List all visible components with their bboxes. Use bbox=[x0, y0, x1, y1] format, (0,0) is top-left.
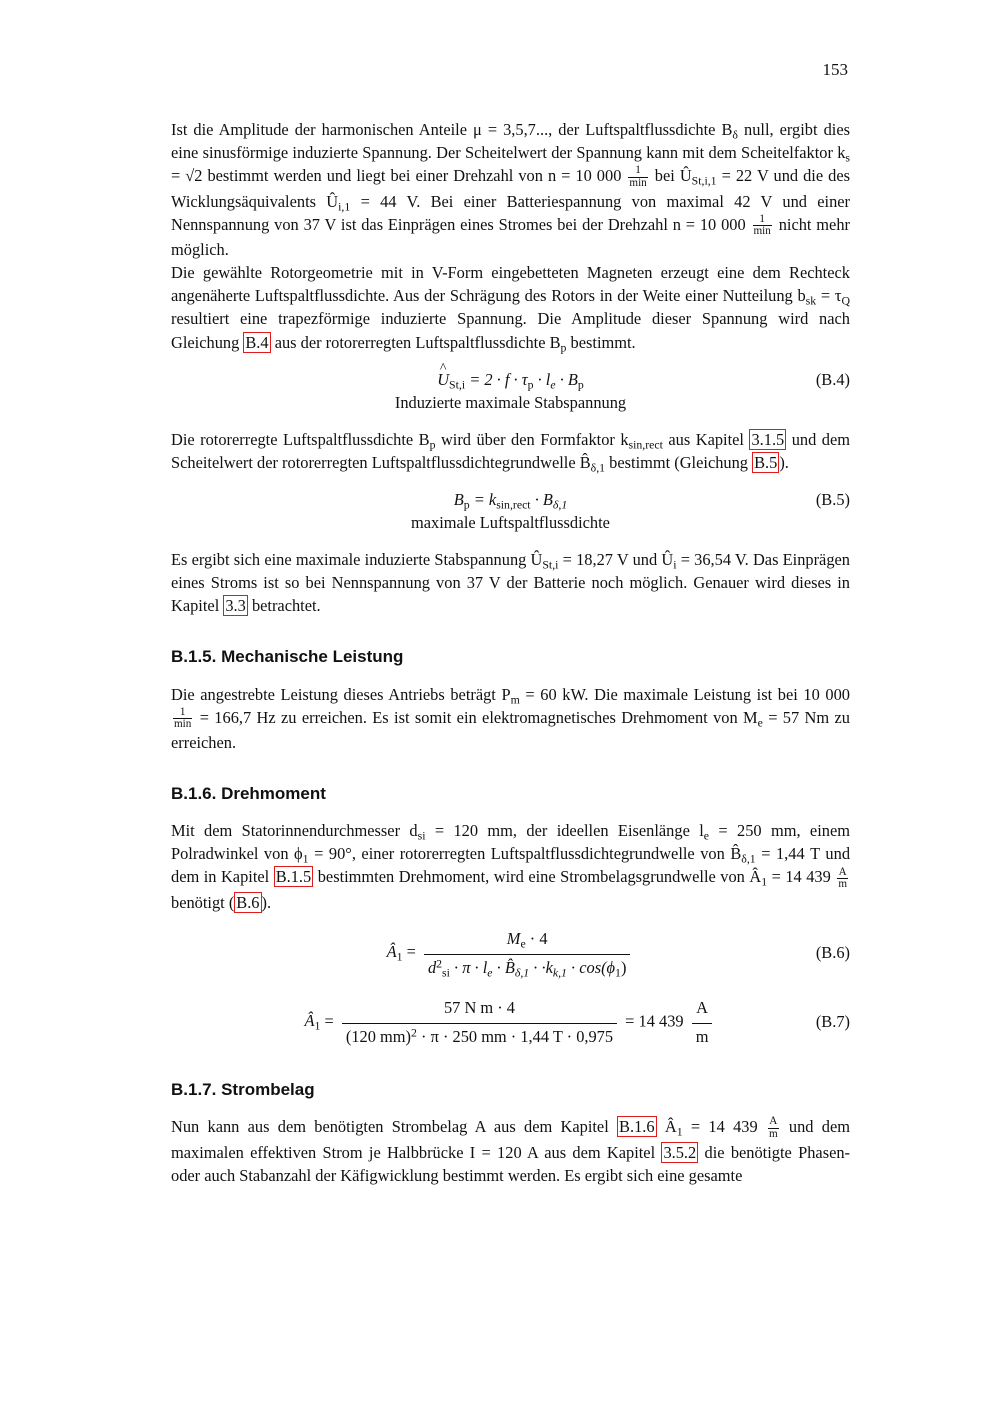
equation-b6: $Â_1$ = $\frac{M_e \cdot 4}{d^2_{si} \cdot \pi \cdot l_e \cdot B̂_{\delta,1} \cdot \cdot k_{k,1} \cdot \cos(\phi_1)}$ (B.6) bbox=[171, 926, 850, 981]
equation-caption: Induzierte maximale Stabspannung bbox=[394, 392, 627, 412]
equation-caption: maximale Luftspaltflussdichte bbox=[411, 513, 610, 533]
page-number: 153 bbox=[822, 60, 848, 79]
ref-link-b4[interactable]: B.4 bbox=[245, 332, 269, 352]
equation-label: (B.7) bbox=[815, 1012, 850, 1031]
equation-label: (B.5) bbox=[815, 490, 850, 509]
equation-b7-fraction: $\frac{\text{57 N m · 4}}{(120 mm)^2 \cdot \pi \cdot 250 mm \cdot 1,44 T \cdot 0,975}$ bbox=[342, 995, 617, 1050]
fraction-per-min: $\frac{1}{\min}$ bbox=[753, 212, 771, 238]
fraction-per-min: $\frac{1}{\min}$ bbox=[629, 164, 647, 189]
ref-link-b6[interactable]: B.6 bbox=[236, 892, 260, 912]
ref-link-b5[interactable]: B.5 bbox=[754, 452, 778, 472]
section-heading-b16: B.1.6. Drehmoment bbox=[171, 784, 326, 804]
equation-b5: $B_p = k_{sin,rect} \cdot B_{\delta,1}$ (B.5) maximale Luftspaltflussdichte bbox=[171, 488, 850, 534]
section-heading-b17: B.1.7. Strombelag bbox=[171, 1080, 315, 1099]
section-heading-b15: B.1.5. Mechanische Leistung bbox=[171, 647, 404, 667]
paragraph-harmonics: Ist die Amplitude der harmonischen Anteile μ = 3,5,7..., der Luftspaltflussdichte $B_\delta$ null, ergibt dies eine sinusförmige induzierte Spannung. Der Scheitelwert der Spannung kann mit dem Scheitelfaktor $k_s = √2$ bestimmt werden und liegt bei einer Drehzahl von n = 10 000 $\frac{1}{\min}$ bei $Û_{St,i,1} = 22$ V und die des Wicklungsäquivalents $Û_{i,1} = 44$ V. Bei einer Batteriespannung von maximal 42 V und einer Nennspannung von 37 V ist das Einprägen eines Stromes bei der Drehzahl n = 10 000 $\frac{1}{\min}$ nicht mehr möglich. bbox=[171, 120, 851, 260]
ref-link-b-1-5[interactable]: B.1.5 bbox=[275, 867, 312, 887]
equation-label: (B.4) bbox=[815, 369, 850, 389]
ref-link-3-1-5[interactable]: 3.1.5 bbox=[751, 429, 785, 449]
equation-b7-unit: $\frac{A}{m}$ bbox=[692, 995, 713, 1050]
equation-b7: $Â_1$ = $\frac{\text{57 N m · 4}}{(120 mm)^2 \cdot \pi \cdot 250 mm \cdot 1,44 T \cdot 0,975}$ = 14 439 $\frac{A}{m}$ (B.7) bbox=[171, 995, 850, 1050]
paragraph-mechanical-power: Die angestrebte Leistung dieses Antriebs beträgt $P_m = 60$ kW. Die maximale Leistung ist bei 10 000 $\frac{1}{\min}$ = 166,7 Hz zu erreichen. Es ist somit ein elektromagnetisches Drehmoment von $M_e = 57$ Nm zu erreichen. bbox=[171, 684, 850, 753]
paragraph-bar-voltage: Es ergibt sich eine maximale induzierte Stabspannung $Û_{St,i} = 18,27$ V und $Û_i = 36,54$ V. Das Einprägen eines Stroms ist so bei Nennspannung von 37 V der Batterie noch möglich. Genauer wird dieses in Kapitel 3.3 betrachtet. bbox=[171, 550, 850, 616]
equation-label: (B.6) bbox=[815, 943, 850, 962]
ref-link-b-1-6[interactable]: B.1.6 bbox=[619, 1117, 655, 1137]
ref-link-3-3[interactable]: 3.3 bbox=[225, 596, 246, 616]
fraction-a-per-m: $\frac{A}{m}$ bbox=[838, 865, 847, 891]
page-content bbox=[171, 118, 850, 1187]
paragraph-rotor-geometry: Die gewählte Rotorgeometrie mit in V-Form eingebetteten Magneten erzeugt eine dem Rechteck angenäherte Luftspaltflussdichte. Aus der Schrägung des Rotors in der Weite einer Nutteilung $b_{sk} = \tau_Q$ resultiert eine trapezförmige induzierte Spannung. Die Amplitude dieser Spannung wird nach Gleichung B.4 aus der rotorerregten Luftspaltflussdichte $B_p$ bestimmt. bbox=[171, 263, 850, 355]
paragraph-torque: Mit dem Statorinnendurchmesser $d_{si} = 120$ mm, der ideellen Eisenlänge $l_e = 250$ mm, einem Polradwinkel von $\phi_1 = 90^\circ$, einer rotorerregten Luftspaltflussdichtegrundwelle von $B̂_{\delta,1} = 1,44$ T und dem in Kapitel B.1.5 bestimmten Drehmoment, wird eine Strombelagsgrundwelle von $Â_1 = 14$ 439 $\frac{A}{m}$ benötigt ( B.6 ). bbox=[171, 821, 851, 912]
ref-link-3-5-2[interactable]: 3.5.2 bbox=[663, 1142, 697, 1162]
paragraph-current-loading: Nun kann aus dem benötigten Strombelag A aus dem Kapitel B.1.6 $Â_1 = 14$ 439 $\frac{A}{m}$ und dem maximalen effektiven Strom je Halbbrücke I = 120 A aus dem Kapitel 3.5.2 die benötigte Phasen- oder auch Stabanzahl der Käfigwicklung bestimmt werden. Es ergibt sich eine gesamte bbox=[171, 1115, 850, 1185]
fraction-per-min: $\frac{1}{\min}$ bbox=[174, 705, 192, 731]
fraction-a-per-m: $\frac{A}{m}$ bbox=[768, 1115, 778, 1140]
equation-b4: ^ $U_{St,i} = 2 \cdot f \cdot \tau_p \cdot l_e \cdot B_p$ (B.4) Induzierte maximale Stabspannung bbox=[171, 368, 850, 414]
paragraph-form-factor: Die rotorerregte Luftspaltflussdichte $B_p$ wird über den Formfaktor $k_{sin,rect}$ aus Kapitel 3.1.5 und dem Scheitelwert der rotorerregten Luftspaltflussdichtegrundwelle $B̂_{\delta,1}$ bestimmt (Gleichung B.5 ). bbox=[171, 429, 850, 475]
equation-b6-fraction: $\frac{M_e \cdot 4}{d^2_{si} \cdot \pi \cdot l_e \cdot B̂_{\delta,1} \cdot \cdot k_{k,1} \cdot \cos(\phi_1)}$ bbox=[424, 926, 630, 981]
